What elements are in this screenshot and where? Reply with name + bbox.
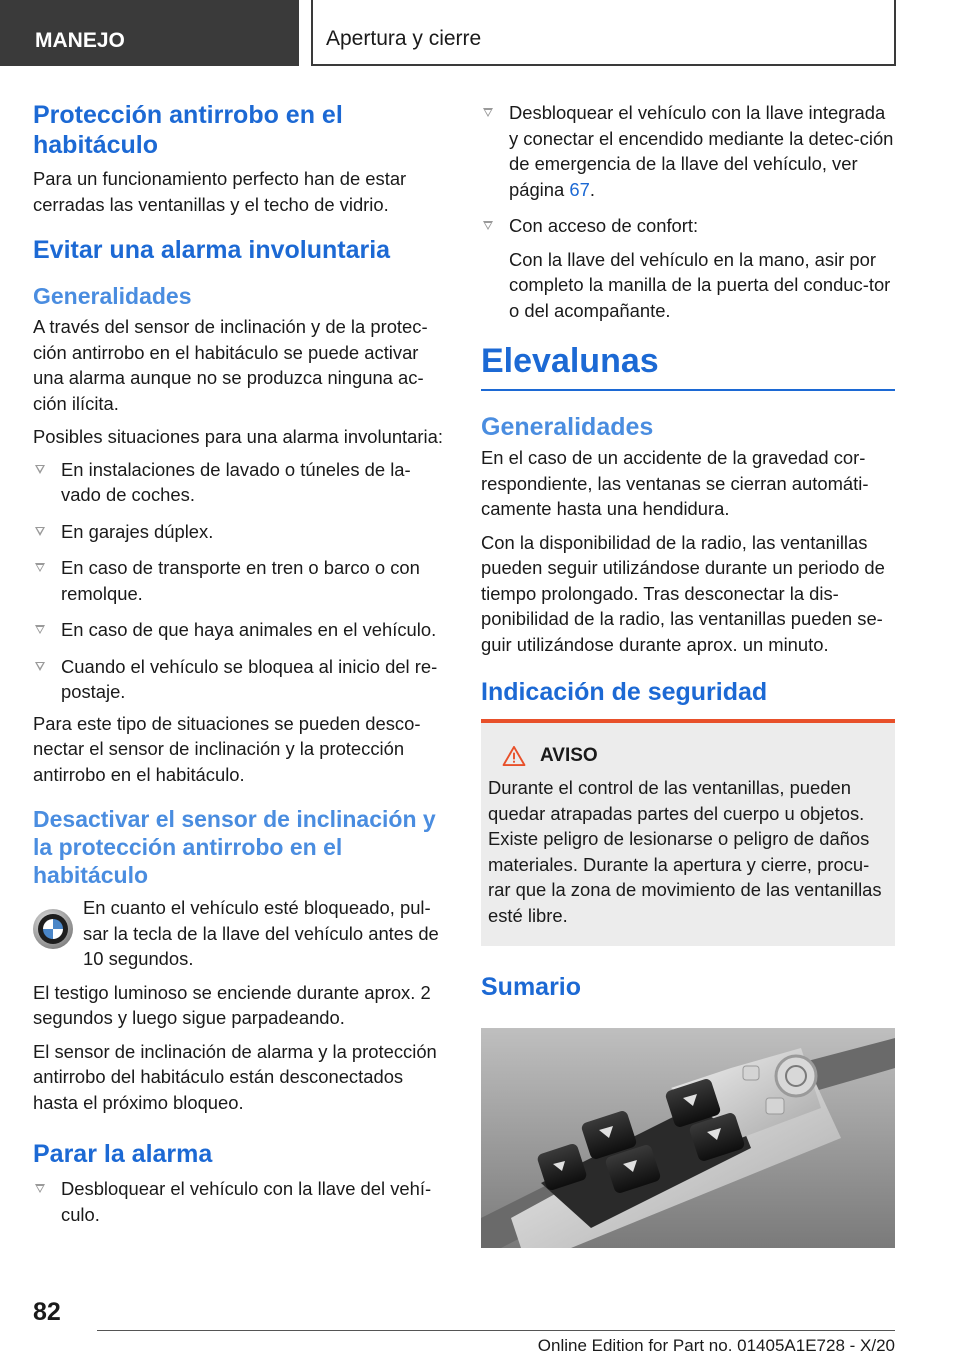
warning-body: Durante el control de las ventanillas, pueden quedar atrapadas partes del cuerpo u objetos. Existe peligro de lesionarse o peligro de daños materiales. Durante la apertura y cierre, procu-rar que la zona de movimiento de las ventanillas esté libre. [488,777,882,926]
paragraph: A través del sensor de inclinación y de la protec-ción antirrobo en el habitáculo se puede activar una alarma aunque no se produzca ninguna ac-ción ilícita. [33,316,428,414]
left-column [33,100,448,1238]
page-header [0,0,960,66]
footer-edition: Online Edition for Part no. 01405A1E728 - X/20 [537,1336,895,1355]
paragraph: El testigo luminoso se enciende durante aprox. 2 segundos y luego sigue parpadeando. [33,981,431,1028]
list-item: Desbloquear el vehículo con la llave integrada y conectar el encendido mediante la detec-ción de emergencia de la llave del vehículo, ver página 67. [481,100,895,202]
page-link[interactable]: 67 [569,178,590,200]
chapter-title: Apertura y cierre [311,0,896,66]
heading-evitar-alarma: Evitar una alarma involuntaria [33,236,391,264]
triangle-bullet-icon [483,108,493,117]
right-column [481,100,895,1253]
list-item-detail: Con la llave del vehículo en la mano, asir por completo la manilla de la puerta del conduc-tor o del acompañante. [509,248,891,321]
bullet-list [33,457,448,705]
triangle-bullet-icon [483,221,493,230]
list-item: En garajes dúplex. [33,519,448,545]
paragraph: Con la disponibilidad de la radio, las ventanillas pueden seguir utilizándose durante un periodo de tiempo prolongado. Tras desconectar la dis-ponibilidad de la radio, las ventanillas pueden se-guir utilizándose durante aprox. un minuto. [481,531,885,655]
heading-indicacion-seguridad: Indicación de seguridad [481,678,768,706]
heading-generalidades: Generalidades [33,283,192,309]
list-item: En instalaciones de lavado o túneles de la-vado de coches. [33,457,448,508]
window-switch-panel-image [481,1028,895,1248]
triangle-bullet-icon [35,1184,45,1193]
page-number: 82 [33,1298,61,1326]
key-instruction: En cuanto el vehículo esté bloqueado, pul-sar la tecla de la llave del vehículo antes de 10 segundos. [33,895,448,972]
heading-sumario: Sumario [481,973,582,1001]
heading-desactivar: Desactivar el sensor de inclinación y la protección antirrobo en el habitáculo [33,806,436,888]
paragraph: Para este tipo de situaciones se pueden desco-nectar el sensor de inclinación y la protección antirrobo en el habitáculo. [33,712,421,785]
bullet-list [33,1176,448,1227]
paragraph: Posibles situaciones para una alarma involuntaria: [33,426,443,447]
vehicle-key-logo-icon [33,909,73,949]
paragraph: En el caso de un accidente de la gravedad cor-respondiente, las ventanas se cierran automáti-camente hasta una hendidura. [481,447,869,519]
list-item: Desbloquear el vehículo con la llave del vehí-culo. [33,1176,448,1227]
warning-box [481,719,895,946]
triangle-bullet-icon [35,662,45,671]
heading-elevalunas: Elevalunas [481,341,895,391]
warning-header [488,745,887,767]
list-item: Cuando el vehículo se bloquea al inicio del re-postaje. [33,654,448,705]
heading-antirrobo: Protección antirrobo en el habitáculo [33,101,343,159]
section-title: MANEJO [0,0,299,66]
bullet-list [481,100,895,323]
heading-parar-alarma: Parar la alarma [33,1140,213,1168]
triangle-bullet-icon [35,465,45,474]
warning-title: AVISO [540,745,598,766]
list-item: Con acceso de confort: Con la llave del vehículo en la mano, asir por completo la manilla de la puerta del conduc-tor o del acompañante. [481,213,895,323]
heading-generalidades: Generalidades [481,413,654,441]
paragraph: El sensor de inclinación de alarma y la protección antirrobo del habitáculo están desconectados hasta el próximo bloqueo. [33,1040,437,1113]
footer-divider [97,1330,895,1331]
list-item: En caso de transporte en tren o barco o con remolque. [33,555,448,606]
triangle-bullet-icon [35,527,45,536]
warning-triangle-icon [502,746,526,766]
triangle-bullet-icon [35,625,45,634]
list-item: En caso de que haya animales en el vehículo. [33,617,448,643]
triangle-bullet-icon [35,563,45,572]
paragraph: Para un funcionamiento perfecto han de estar cerradas las ventanillas y el techo de vidrio. [33,168,407,215]
